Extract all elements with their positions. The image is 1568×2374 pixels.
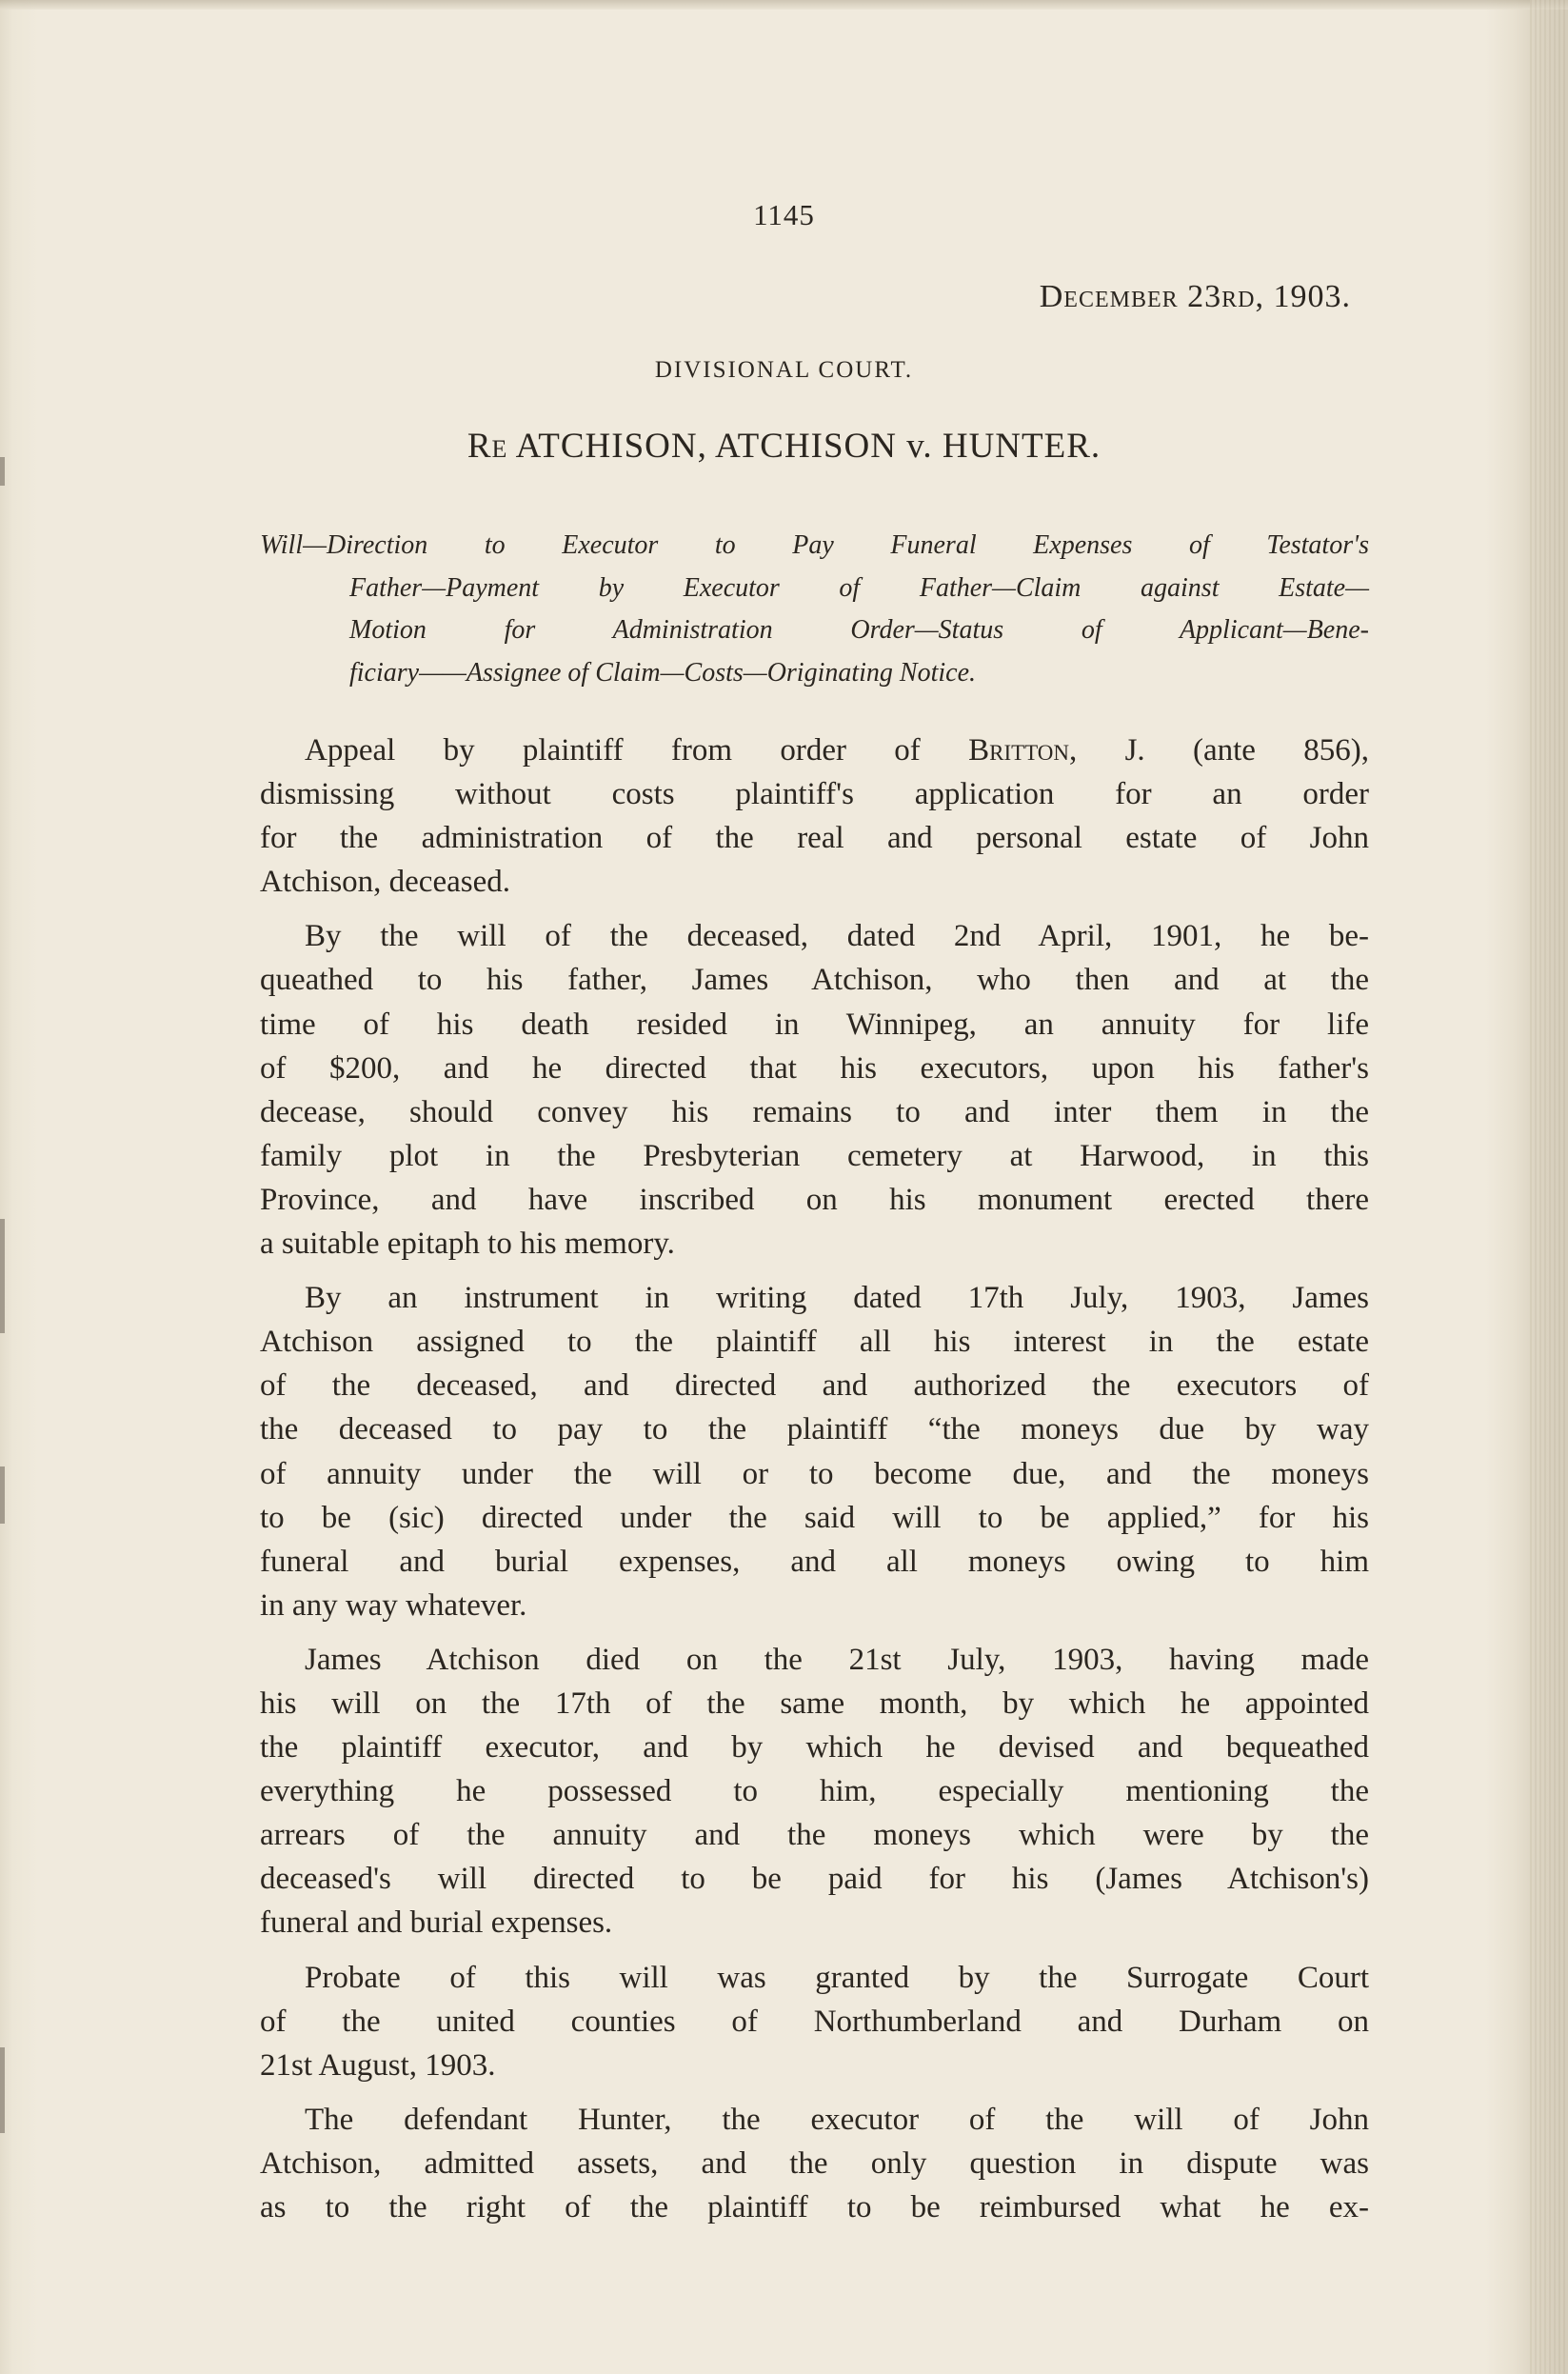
judge-name: Britton: [968, 733, 1070, 768]
text-line: dismissing without costs plaintiff's application for an order: [260, 777, 1369, 812]
headnote-line: ficiary——Assignee of Claim—Costs—Originating Notice.: [349, 657, 977, 688]
text-line: of annuity under the will or to become due, and the moneys: [260, 1456, 1369, 1491]
text-line: for the administration of the real and personal estate of John: [260, 821, 1369, 856]
text-line: James Atchison died on the 21st July, 1903, having made: [305, 1642, 1369, 1677]
headnote-line: Father—Payment by Executor of Father—Claim against Estate—: [349, 572, 1369, 603]
headnote-line: Will—Direction to Executor to Pay Funeral Expenses of Testator's: [260, 530, 1369, 560]
text-line: his will on the 17th of the same month, by which he appointed: [260, 1686, 1369, 1721]
text-line: By the will of the deceased, dated 2nd April, 1901, he be-: [305, 919, 1369, 954]
text-line: Atchison assigned to the plaintiff all his interest in the estate: [260, 1325, 1369, 1360]
text-line: of $200, and he directed that his executors, upon his father's: [260, 1050, 1369, 1086]
page-number: 1145: [753, 198, 815, 231]
paragraph: [260, 2098, 1369, 2229]
text-line: By an instrument in writing dated 17th July, 1903, James: [305, 1281, 1369, 1316]
text-line: arrears of the annuity and the moneys which were by the: [260, 1818, 1369, 1853]
headnote: [260, 525, 1369, 694]
text-line: as to the right of the plaintiff to be reimbursed what he ex-: [260, 2190, 1369, 2224]
paragraph: [260, 1276, 1369, 1627]
text-line: a suitable epitaph to his memory.: [260, 1227, 675, 1262]
text-line: everything he possessed to him, especially mentioning the: [260, 1774, 1369, 1809]
binding-mark: [0, 2047, 5, 2133]
text-line: queathed to his father, James Atchison, who then and at the: [260, 963, 1369, 998]
text-line: Appeal by plaintiff from order of Britton, J. (ante 856),: [305, 733, 1369, 768]
text-line: funeral and burial expenses, and all moneys owing to him: [260, 1544, 1369, 1579]
text-line: Province, and have inscribed on his monument erected there: [260, 1182, 1369, 1217]
court-name: DIVISIONAL COURT.: [654, 357, 914, 383]
text-line: in any way whatever.: [260, 1587, 527, 1623]
text-line: of the deceased, and directed and authorized the executors of: [260, 1368, 1369, 1404]
text-line: of the united counties of Northumberland and Durham on: [260, 2004, 1369, 2039]
text-line: to be (sic) directed under the said will to be applied,” for his: [260, 1500, 1369, 1535]
paragraph: [260, 914, 1369, 1266]
binding-mark: [0, 1219, 5, 1333]
text-line: the plaintiff executor, and by which he devised and bequeathed: [260, 1730, 1369, 1766]
text-line: Probate of this will was granted by the Surrogate Court: [305, 1960, 1369, 1995]
text-line: time of his death resided in Winnipeg, an annuity for life: [260, 1007, 1369, 1042]
body-text: [260, 728, 1369, 2240]
decision-date: December 23rd, 1903.: [1039, 279, 1351, 314]
text-line: deceased's will directed to be paid for his (James Atchison's): [260, 1862, 1369, 1897]
page-edge-stack: [1530, 0, 1568, 2374]
paragraph: [260, 728, 1369, 904]
text-line: 21st August, 1903.: [260, 2047, 496, 2083]
page-top-shadow: [0, 0, 1568, 10]
case-title-prefix: Re: [466, 427, 508, 466]
binding-mark: [0, 1466, 5, 1524]
text-line: Atchison, deceased.: [260, 865, 510, 900]
case-title: [0, 426, 1568, 467]
paragraph: [260, 1956, 1369, 2087]
text-line: decease, should convey his remains to and inter them in the: [260, 1094, 1369, 1129]
text-line: funeral and burial expenses.: [260, 1905, 613, 1941]
text-line: family plot in the Presbyterian cemetery at Harwood, in this: [260, 1138, 1369, 1173]
text-line: Atchison, admitted assets, and the only question in dispute was: [260, 2145, 1369, 2181]
paragraph: [260, 1638, 1369, 1945]
text-line: The defendant Hunter, the executor of the will of John: [305, 2102, 1369, 2137]
case-title-parties: ATCHISON, ATCHISON v. HUNTER.: [515, 427, 1102, 466]
headnote-line: Motion for Administration Order—Status of Applicant—Bene-: [349, 615, 1369, 645]
text-line: the deceased to pay to the plaintiff “the moneys due by way: [260, 1412, 1369, 1447]
